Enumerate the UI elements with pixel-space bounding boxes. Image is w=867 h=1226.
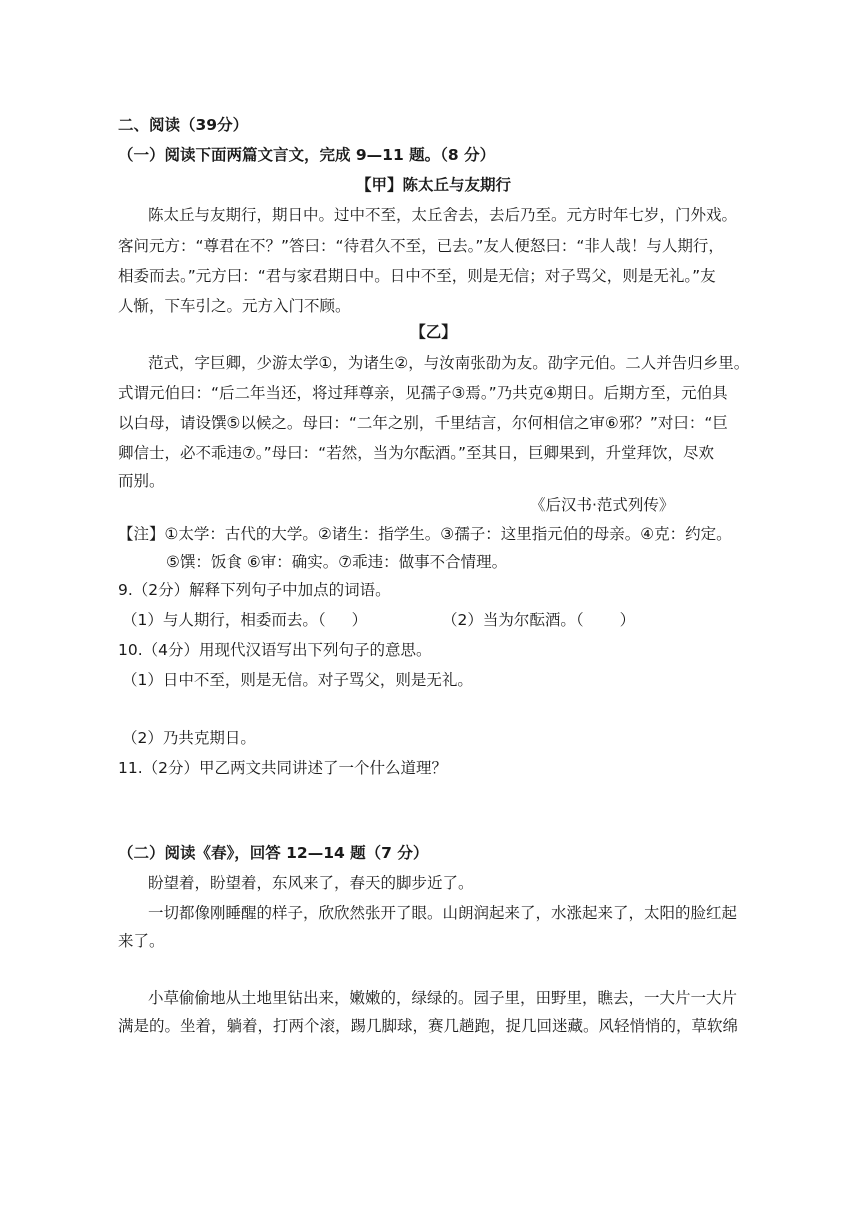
section-heading: 二、阅读（39分） bbox=[118, 116, 249, 134]
passage-jia-line: 相委而去。”元方曰：“君与家君期日中。日中不至，则是无信；对子骂父，则是无礼。”友 bbox=[118, 267, 716, 285]
passage-spring-line: 盼望着，盼望着，东风来了，春天的脚步近了。 bbox=[148, 874, 474, 892]
passage-jia-line: 客问元方：“尊君在不？”答曰：“待君久不至，已去。”友人便怒曰：“非人哉！与人期行， bbox=[118, 237, 724, 255]
passage-yi-line: 卿信士，必不乖违⑦。”母曰：“若然，当为尔酝酒。”至其日，巨卿果到，升堂拜饮，尽欢 bbox=[118, 444, 714, 462]
part2-heading: （二）阅读《春》，回答 12—14 题（7 分） bbox=[118, 844, 429, 862]
question-11-stem: 11.（2分）甲乙两文共同讲述了一个什么道理？ bbox=[118, 759, 448, 777]
question-10-item-2: （2）乃共克期日。 bbox=[122, 729, 256, 747]
passage-jia-title: 【甲】陈太丘与友期行 bbox=[355, 176, 511, 194]
passage-jia-line: 陈太丘与友期行，期日中。过中不至，太丘舍去，去后乃至。元方时年七岁，门外戏。 bbox=[148, 206, 738, 224]
passage-yi-title: 【乙】 bbox=[410, 323, 457, 341]
question-9-stem: 9.（2分）解释下列句子中加点的词语。 bbox=[118, 581, 391, 599]
passage-yi-line: 范式，字巨卿，少游太学①，为诸生②，与汝南张劭为友。劭字元伯。二人并告归乡里。 bbox=[148, 354, 750, 372]
question-9-item-1 bbox=[122, 610, 367, 630]
question-9-item-1-text: （1）与人期行，相委而去。（ bbox=[122, 611, 326, 629]
answer-blank-close: ） bbox=[351, 611, 368, 629]
question-10-item-1: （1）日中不至，则是无信。对子骂父，则是无礼。 bbox=[122, 671, 473, 689]
notes-line: ⑤馔：饭食 ⑥审：确实。⑦乖违：做事不合情理。 bbox=[166, 553, 508, 571]
passage-spring-line: 来了。 bbox=[118, 932, 165, 950]
passage-spring-line: 小草偷偷地从土地里钻出来，嫩嫩的，绿绿的。园子里，田野里，瞧去，一大片一大片 bbox=[148, 989, 738, 1007]
question-9-item-2 bbox=[442, 610, 635, 630]
passage-spring-line: 一切都像刚睡醒的样子，欣欣然张开了眼。山朗润起来了，水涨起来了，太阳的脸红起 bbox=[148, 904, 738, 922]
passage-yi-line: 以白母，请设馔⑤以候之。母曰：“二年之别，千里结言，尔何相信之审⑥邪？”对曰：“巨 bbox=[118, 414, 728, 432]
passage-jia-line: 人惭，下车引之。元方入门不顾。 bbox=[118, 297, 351, 315]
passage-yi-line: 式谓元伯曰：“后二年当还，将过拜尊亲，见孺子③焉。”乃共克④期日。后期方至，元伯具 bbox=[118, 384, 728, 402]
question-10-stem: 10.（4分）用现代汉语写出下列句子的意思。 bbox=[118, 641, 432, 659]
passage-yi-line: 而别。 bbox=[118, 472, 165, 490]
passage-yi-source: 《后汉书·范式列传》 bbox=[530, 496, 675, 514]
notes-line: 【注】①太学：古代的大学。②诸生：指学生。③孺子：这里指元伯的母亲。④克：约定。 bbox=[118, 525, 732, 543]
answer-blank-close: ） bbox=[619, 611, 636, 629]
question-9-item-2-text: （2）当为尔酝酒。（ bbox=[442, 611, 584, 629]
part1-heading: （一）阅读下面两篇文言文，完成 9—11 题。（8 分） bbox=[118, 146, 496, 164]
passage-spring-line: 满是的。坐着，躺着，打两个滚，踢几脚球，赛几趟跑，捉几回迷藏。风轻悄悄的，草软绵 bbox=[118, 1017, 739, 1035]
